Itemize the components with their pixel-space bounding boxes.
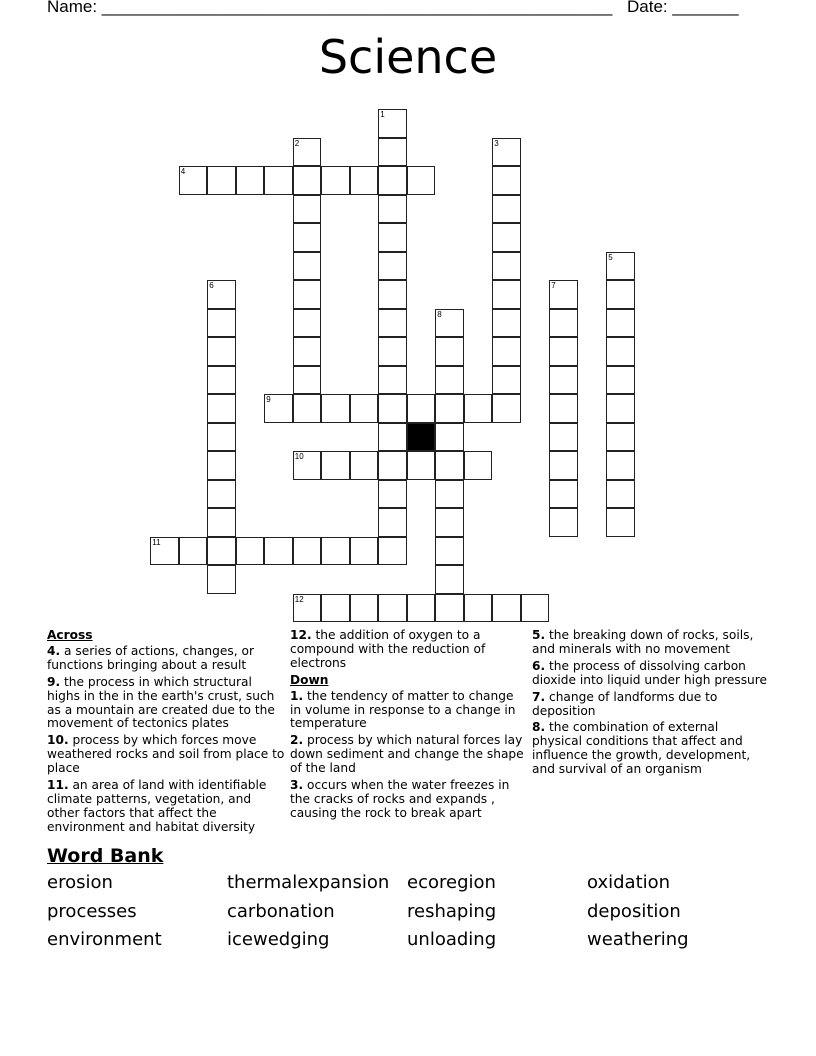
grid-cell[interactable] — [606, 280, 635, 309]
grid-cell[interactable] — [606, 309, 635, 338]
grid-cell[interactable] — [207, 166, 236, 195]
word-bank-row — [47, 901, 767, 930]
grid-cell[interactable] — [264, 537, 293, 566]
grid-cell[interactable] — [378, 537, 407, 566]
clue-text: the process of dissolving carbon dioxide into liquid under high pressure — [532, 658, 768, 687]
clue-number: 2. — [290, 733, 304, 748]
grid-cell[interactable] — [293, 366, 322, 395]
grid-cell[interactable] — [606, 366, 635, 395]
clue-number: 12. — [290, 628, 312, 642]
clue-number-label: 8 — [437, 309, 442, 319]
grid-cell[interactable] — [207, 394, 236, 423]
grid-cell[interactable] — [378, 366, 407, 395]
clue-number: 3. — [290, 778, 304, 793]
grid-cell[interactable] — [378, 594, 407, 623]
grid-cell[interactable] — [378, 109, 407, 138]
grid-cell[interactable] — [293, 195, 322, 224]
grid-cell[interactable] — [435, 309, 464, 338]
grid-cell[interactable] — [207, 337, 236, 366]
grid-cell[interactable] — [207, 508, 236, 537]
grid-cell[interactable] — [492, 594, 521, 623]
clue-across-10 — [47, 734, 287, 776]
grid-cell[interactable] — [321, 594, 350, 623]
grid-cell[interactable] — [293, 252, 322, 281]
grid-cell[interactable] — [378, 480, 407, 509]
grid-cell[interactable] — [606, 508, 635, 537]
clue-number-label: 2 — [294, 138, 300, 148]
grid-cell[interactable] — [378, 423, 407, 452]
grid-cell[interactable] — [378, 223, 407, 252]
clue-text: change of landforms due to deposition — [532, 689, 718, 718]
clues-column-3 — [532, 629, 772, 780]
grid-cell[interactable] — [378, 337, 407, 366]
grid-cell[interactable] — [407, 166, 436, 195]
grid-cell[interactable] — [549, 366, 578, 395]
clue-text: the addition of oxygen to a compound with the reduction of electrons — [290, 628, 486, 670]
word-bank-item: environment — [47, 929, 162, 950]
clue-text: the combination of external physical conditions that affect and influence the growth, development, and survival of an organism — [532, 720, 751, 777]
grid-cell[interactable] — [606, 451, 635, 480]
grid-cell[interactable] — [492, 366, 521, 395]
clue-down-7 — [532, 691, 772, 719]
grid-cell[interactable] — [293, 394, 322, 423]
grid-cell[interactable] — [378, 166, 407, 195]
clue-across-4 — [47, 645, 287, 673]
clue-number: 6. — [532, 658, 546, 673]
grid-cell[interactable] — [435, 394, 464, 423]
page-title: Science — [318, 30, 498, 84]
clue-number-label: 12 — [294, 594, 304, 604]
clue-number-label: 6 — [209, 281, 214, 291]
grid-cell[interactable] — [435, 594, 464, 623]
clues-column-2 — [290, 629, 525, 824]
clue-number: 8. — [532, 720, 546, 735]
grid-cell[interactable] — [606, 252, 635, 281]
grid-cell[interactable] — [606, 480, 635, 509]
grid-cell[interactable] — [207, 423, 236, 452]
grid-cell[interactable] — [293, 223, 322, 252]
clue-number-label: 1 — [380, 110, 385, 120]
grid-cell[interactable] — [378, 451, 407, 480]
grid-cell[interactable] — [350, 394, 379, 423]
date-field-label: Date: _______ — [627, 0, 739, 16]
grid-cell[interactable] — [321, 394, 350, 423]
grid-cell[interactable] — [549, 394, 578, 423]
grid-cell[interactable] — [435, 337, 464, 366]
grid-cell[interactable] — [179, 537, 208, 566]
clue-number-label: 7 — [551, 281, 556, 291]
clue-number: 10. — [47, 733, 69, 748]
name-field-label: Name: ______________________________________________________ — [47, 0, 613, 16]
grid-cell[interactable] — [549, 309, 578, 338]
grid-cell[interactable] — [207, 537, 236, 566]
word-bank-item: carbonation — [227, 900, 335, 922]
word-bank-row — [47, 929, 767, 958]
grid-cell[interactable] — [293, 309, 322, 338]
grid-cell[interactable] — [378, 309, 407, 338]
grid-cell[interactable] — [492, 394, 521, 423]
grid-cell[interactable] — [521, 594, 550, 623]
across-heading: Across — [47, 628, 93, 642]
grid-cell[interactable] — [350, 594, 379, 623]
grid-cell[interactable] — [606, 423, 635, 452]
grid-cell[interactable] — [207, 565, 236, 594]
clue-text: the process in which structural highs in the in the earth's crust, such as a mountain are created due to the movement of tectonics plates — [47, 674, 275, 731]
grid-cell[interactable] — [264, 394, 293, 423]
grid-cell[interactable] — [407, 594, 436, 623]
grid-cell[interactable] — [378, 138, 407, 167]
clues-column-1 — [47, 629, 287, 838]
grid-cell[interactable] — [606, 337, 635, 366]
grid-cell[interactable] — [150, 537, 179, 566]
word-bank-item: weathering — [587, 929, 689, 950]
clue-down-3 — [290, 779, 525, 821]
word-bank-item: unloading — [407, 929, 497, 950]
clue-text: occurs when the water freezes in the cracks of rocks and expands , causing the rock to break apart — [290, 778, 510, 820]
clue-down-5 — [532, 629, 772, 657]
clue-text: the breaking down of rocks, soils, and minerals with no movement — [532, 628, 754, 656]
grid-cell[interactable] — [435, 508, 464, 537]
clue-across-12 — [290, 629, 525, 671]
grid-cell[interactable] — [378, 280, 407, 309]
grid-cell[interactable] — [492, 223, 521, 252]
grid-cell[interactable] — [492, 337, 521, 366]
grid-cell[interactable] — [236, 166, 265, 195]
clue-text: a series of actions, changes, or functions bringing about a result — [47, 643, 254, 672]
grid-cell[interactable] — [549, 337, 578, 366]
grid-cell[interactable] — [207, 451, 236, 480]
word-bank-item: thermalexpansion — [227, 872, 390, 893]
clue-number-label: 5 — [608, 252, 613, 262]
grid-cell[interactable] — [606, 394, 635, 423]
grid-cell[interactable] — [207, 366, 236, 395]
word-bank-item: reshaping — [407, 900, 497, 922]
grid-cell[interactable] — [549, 423, 578, 452]
grid-cell[interactable] — [378, 252, 407, 281]
clue-number: 7. — [532, 689, 546, 704]
grid-cell[interactable] — [179, 166, 208, 195]
grid-cell[interactable] — [207, 480, 236, 509]
grid-cell[interactable] — [549, 280, 578, 309]
grid-cell[interactable] — [435, 537, 464, 566]
grid-cell[interactable] — [435, 565, 464, 594]
clue-number: 4. — [47, 643, 61, 658]
grid-cell[interactable] — [321, 166, 350, 195]
grid-cell[interactable] — [378, 508, 407, 537]
grid-cell[interactable] — [464, 594, 493, 623]
grid-cell[interactable] — [492, 166, 521, 195]
grid-cell[interactable] — [549, 451, 578, 480]
word-bank-item: oxidation — [587, 872, 671, 893]
clue-number-label: 9 — [266, 395, 271, 405]
word-bank-item: ecoregion — [407, 872, 496, 893]
clue-number: 5. — [532, 628, 546, 642]
grid-cell[interactable] — [264, 166, 293, 195]
grid-cell[interactable] — [435, 366, 464, 395]
grid-cell[interactable] — [236, 537, 265, 566]
grid-cell[interactable] — [378, 195, 407, 224]
grid-cell[interactable] — [492, 280, 521, 309]
grid-cell[interactable] — [293, 280, 322, 309]
grid-cell[interactable] — [407, 451, 436, 480]
grid-cell[interactable] — [492, 252, 521, 281]
clue-number-label: 4 — [180, 167, 186, 177]
word-bank-title: Word Bank — [47, 845, 164, 867]
grid-cell[interactable] — [492, 138, 521, 167]
clue-text: the tendency of matter to change in volume in response to a change in temperature — [290, 688, 516, 731]
grid-cell[interactable] — [492, 309, 521, 338]
grid-cell[interactable] — [293, 337, 322, 366]
word-bank-item: erosion — [47, 872, 113, 893]
grid-cell[interactable] — [435, 480, 464, 509]
grid-cell[interactable] — [321, 451, 350, 480]
clue-text: an area of land with identifiable climate patterns, vegetation, and other factors that affect the environment and habitat diversity — [47, 778, 267, 834]
black-cell — [407, 423, 436, 452]
grid-cell[interactable] — [321, 537, 350, 566]
grid-cell[interactable] — [293, 594, 322, 623]
grid-cell[interactable] — [293, 166, 322, 195]
word-bank-item: deposition — [587, 900, 681, 922]
grid-cell[interactable] — [549, 480, 578, 509]
clue-number: 11. — [47, 778, 69, 793]
clue-text: process by which natural forces lay down sediment and change the shape of the land — [290, 733, 524, 776]
grid-cell[interactable] — [207, 280, 236, 309]
grid-cell[interactable] — [207, 309, 236, 338]
word-bank — [47, 872, 767, 958]
word-bank-row — [47, 872, 767, 901]
clue-number-label: 11 — [152, 537, 161, 547]
word-bank-item: icewedging — [227, 929, 330, 950]
clue-number: 9. — [47, 674, 61, 689]
word-bank-item: processes — [47, 900, 137, 922]
grid-cell[interactable] — [378, 394, 407, 423]
grid-cell[interactable] — [435, 451, 464, 480]
grid-cell[interactable] — [293, 537, 322, 566]
grid-cell[interactable] — [293, 451, 322, 480]
clue-down-6 — [532, 660, 772, 688]
clue-across-11 — [47, 779, 287, 835]
clue-number: 1. — [290, 688, 304, 703]
clue-down-2 — [290, 734, 525, 776]
clue-number-label: 3 — [494, 138, 499, 148]
grid-cell[interactable] — [350, 537, 379, 566]
grid-cell[interactable] — [492, 195, 521, 224]
clue-down-1 — [290, 690, 525, 732]
grid-cell[interactable] — [549, 508, 578, 537]
grid-cell[interactable] — [350, 451, 379, 480]
grid-cell[interactable] — [435, 423, 464, 452]
clue-across-9 — [47, 676, 287, 732]
clue-text: process by which forces move weathered rocks and soil from place to place — [47, 733, 285, 776]
grid-cell[interactable] — [350, 166, 379, 195]
grid-cell[interactable] — [407, 394, 436, 423]
clue-down-8 — [532, 721, 772, 777]
grid-cell[interactable] — [464, 394, 493, 423]
down-heading: Down — [290, 672, 329, 687]
grid-cell[interactable] — [464, 451, 493, 480]
clue-number-label: 10 — [294, 452, 304, 462]
grid-cell[interactable] — [293, 138, 322, 167]
